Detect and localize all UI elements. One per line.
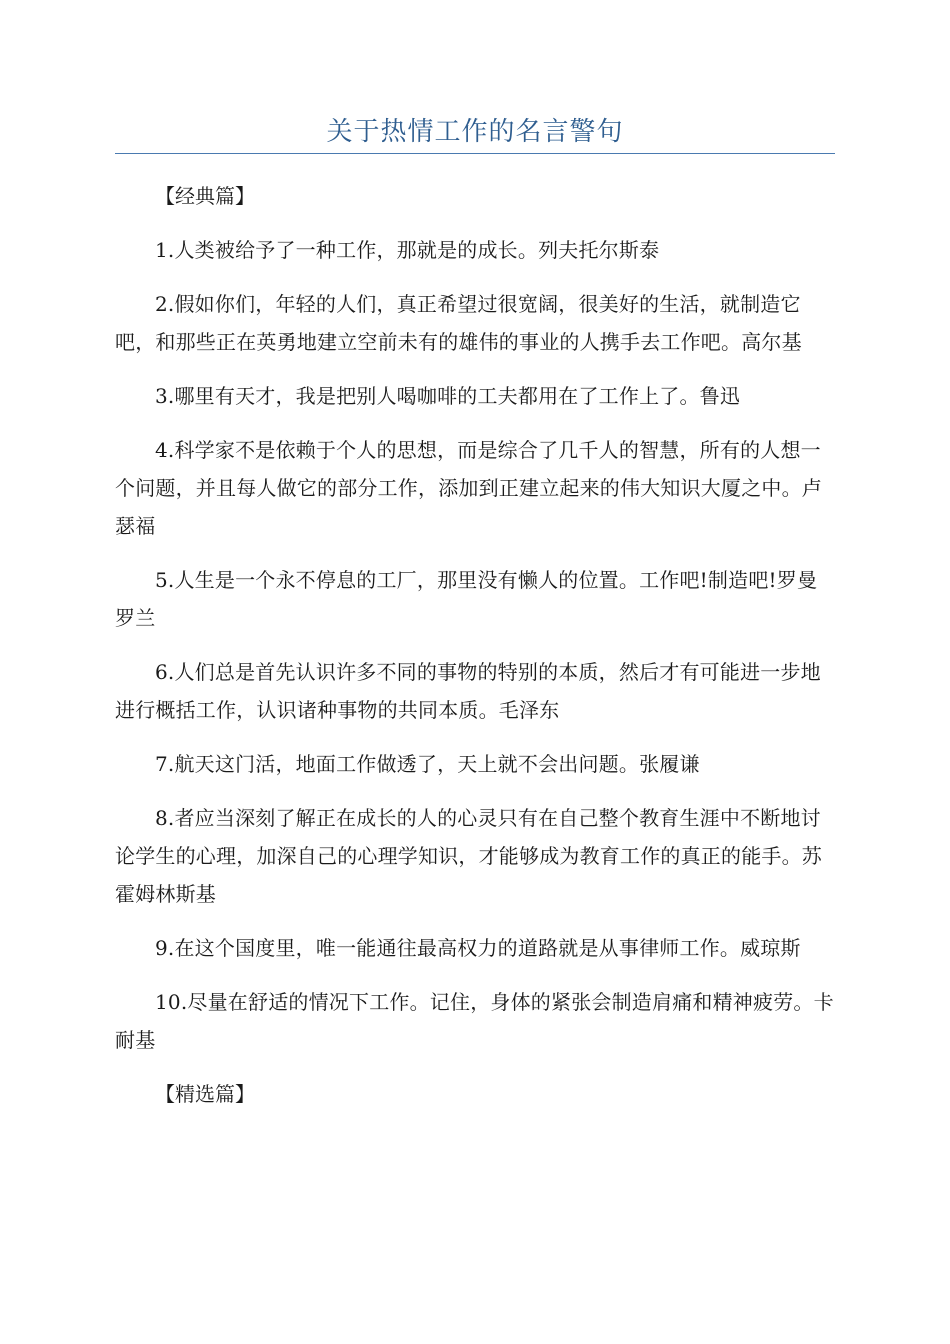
quote-paragraph: 1.人类被给予了一种工作，那就是的成长。列夫托尔斯泰 xyxy=(155,238,660,262)
title-underline xyxy=(115,153,835,154)
quote-paragraph: 2.假如你们，年轻的人们，真正希望过很宽阔，很美好的生活，就制造它吧，和那些正在英勇地建立空前未有的雄伟的事业的人携手去工作吧。高尔基 xyxy=(115,292,802,354)
quote-paragraph: 3.哪里有天才，我是把别人喝咖啡的工夫都用在了工作上了。鲁迅 xyxy=(155,384,741,408)
document-body xyxy=(115,177,835,1129)
document-title: 关于热情工作的名言警句 xyxy=(326,117,624,147)
quote-paragraph: 7.航天这门活，地面工作做透了，天上就不会出问题。张履谦 xyxy=(155,752,700,776)
quote-paragraph: 5.人生是一个永不停息的工厂，那里没有懒人的位置。工作吧!制造吧!罗曼罗兰 xyxy=(115,568,818,630)
section-heading-classic: 【经典篇】 xyxy=(155,184,255,208)
quote-paragraph: 8.者应当深刻了解正在成长的人的心灵只有在自己整个教育生涯中不断地讨论学生的心理，加深自己的心理学知识，才能够成为教育工作的真正的能手。苏霍姆林斯基 xyxy=(115,806,822,906)
quote-paragraph: 10.尽量在舒适的情况下工作。记住，身体的紧张会制造肩痛和精神疲劳。卡耐基 xyxy=(115,990,834,1052)
quote-paragraph: 4.科学家不是依赖于个人的思想，而是综合了几千人的智慧，所有的人想一个问题，并且每人做它的部分工作，添加到正建立起来的伟大知识大厦之中。卢瑟福 xyxy=(115,438,822,538)
quote-paragraph: 6.人们总是首先认识许多不同的事物的特别的本质，然后才有可能进一步地进行概括工作，认识诸种事物的共同本质。毛泽东 xyxy=(115,660,821,722)
section-heading-selected: 【精选篇】 xyxy=(155,1082,255,1106)
quote-paragraph: 9.在这个国度里，唯一能通往最高权力的道路就是从事律师工作。威琼斯 xyxy=(155,936,801,960)
